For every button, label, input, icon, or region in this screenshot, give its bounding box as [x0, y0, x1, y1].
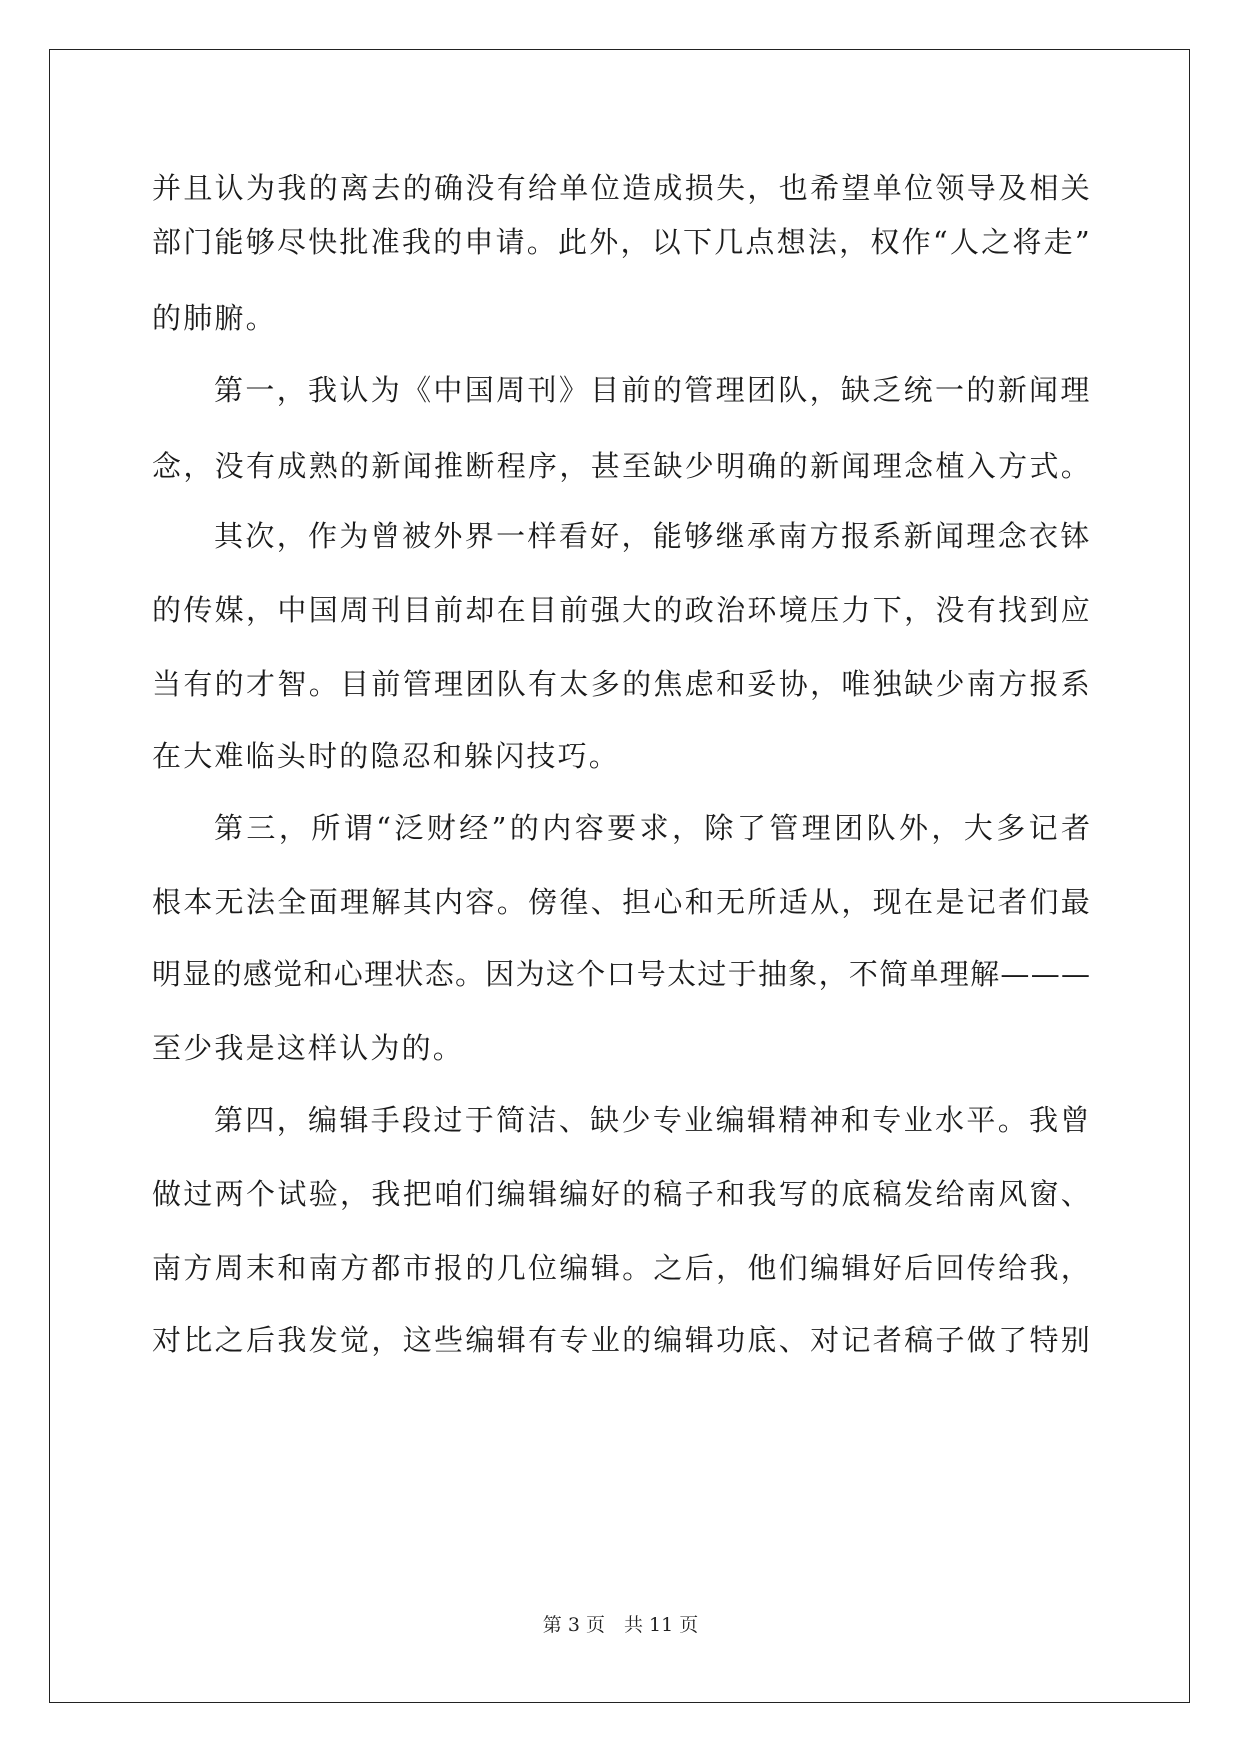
text-line: 对比之后我发觉，这些编辑有专业的编辑功底、对记者稿子做了特别	[152, 1323, 1093, 1357]
text-line: 并且认为我的离去的确没有给单位造成损失，也希望单位领导及相关	[152, 171, 1093, 205]
text-line: 做过两个试验，我把咱们编辑编好的稿子和我写的底稿发给南风窗、	[152, 1177, 1093, 1211]
text-line: 南方周末和南方都市报的几位编辑。之后，他们编辑好后回传给我，	[152, 1251, 1093, 1285]
text-line: 明显的感觉和心理状态。因为这个口号太过于抽象，不简单理解———	[152, 957, 1092, 991]
paragraph-first-line: 第三，所谓“泛财经”的内容要求，除了管理团队外，大多记者	[214, 811, 1094, 845]
page-number: 第 3 页 共 11 页	[542, 1614, 699, 1636]
text-line: 的传媒，中国周刊目前却在目前强大的政治环境压力下，没有找到应	[152, 593, 1093, 627]
text-line: 部门能够尽快批准我的申请。此外，以下几点想法，权作“人之将走”	[152, 225, 1092, 259]
text-line: 念，没有成熟的新闻推断程序，甚至缺少明确的新闻理念植入方式。	[152, 449, 1093, 483]
paragraph-first-line: 其次，作为曾被外界一样看好，能够继承南方报系新闻理念衣钵	[214, 519, 1092, 553]
paragraph-first-line: 第四，编辑手段过于简洁、缺少专业编辑精神和专业水平。我曾	[214, 1103, 1092, 1137]
text-line: 当有的才智。目前管理团队有太多的焦虑和妥协，唯独缺少南方报系	[152, 667, 1093, 701]
text-line: 根本无法全面理解其内容。傍徨、担心和无所适从，现在是记者们最	[152, 885, 1093, 919]
text-line: 的肺腑。	[152, 301, 277, 335]
text-line: 在大难临头时的隐忍和躲闪技巧。	[152, 739, 621, 773]
paragraph-first-line: 第一，我认为《中国周刊》目前的管理团队，缺乏统一的新闻理	[214, 373, 1092, 407]
text-line: 至少我是这样认为的。	[152, 1031, 465, 1065]
